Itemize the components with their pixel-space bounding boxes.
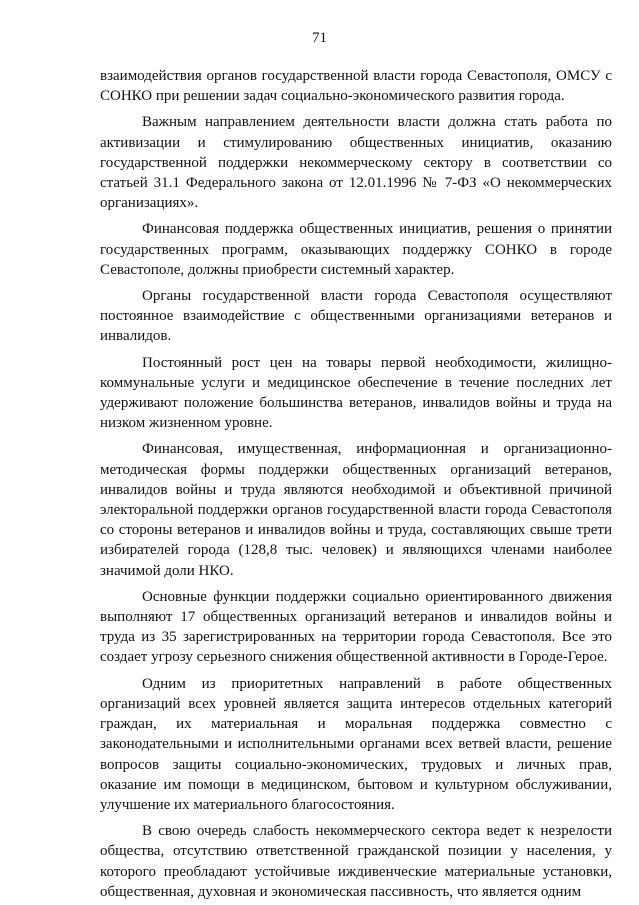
paragraph: Финансовая поддержка общественных инициатив, решения о принятии государственных программ, оказывающих поддержку СОНКО в городе Севастополе, должны приобрести системный характер. (100, 221, 612, 278)
paragraph: Органы государственной власти города Севастополя осуществляют постоянное взаимодействие с общественными организациями ветеранов и инвалидов. (100, 288, 612, 345)
paragraph: Основные функции поддержки социально ориентированного движения выполняют 17 общественных организаций ветеранов и инвалидов войны и труда из 35 зарегистрированных на территории города Севастополя. Все это создает угрозу серьезного снижения общественной активности в Городе-Герое. (100, 588, 612, 666)
paragraph: Постоянный рост цен на товары первой необходимости, жилищно-коммунальные услуги и медицинское обеспечение в течение последних лет удерживают положение большинства ветеранов, инвалидов войны и труда на низком жизненном уровне. (100, 354, 612, 432)
document-body (100, 66, 612, 902)
paragraph: Финансовая, имущественная, информационная и организационно-методическая формы поддержки общественных организаций ветеранов, инвалидов войны и труда являются необходимой и объективной причиной электоральной поддержки органов государственной власти города Севастополя со стороны ветеранов и инвалидов войны и труда, составляющих свыше трети избирателей города (128,8 тыс. человек) и являющихся членами наиболее значимой доли НКО. (100, 441, 612, 579)
paragraph: Важным направлением деятельности власти должна стать работа по активизации и стимулированию общественных инициатив, оказанию государственной поддержки некоммерческому сектору в соответствии со статьей 31.1 Федерального закона от 12.01.1996 № 7-ФЗ «О некоммерческих организациях». (100, 114, 612, 212)
paragraph: В свою очередь слабость некоммерческого сектора ведет к незрелости общества, отсутствию ответственной гражданской позиции у населения, у которого преобладают устойчивые иждивенческие материальные установки, общественная, духовная и экономическая пассивность, что является одним (100, 823, 612, 900)
paragraph: взаимодействия органов государственной власти города Севастополя, ОМСУ с СОНКО при решении задач социально-экономического развития города. (100, 68, 612, 105)
page-number: 71 (312, 30, 327, 46)
paragraph: Одним из приоритетных направлений в работе общественных организаций всех уровней является защита интересов отдельных категорий граждан, их материальная и моральная поддержка совместно с законодательными и исполнительными органами всех ветвей власти, решение вопросов защиты социально-экономических, трудовых и личных прав, оказание им помощи в медицинском, бытовом и культурном обслуживании, улучшение их материального благосостояния. (100, 675, 612, 813)
